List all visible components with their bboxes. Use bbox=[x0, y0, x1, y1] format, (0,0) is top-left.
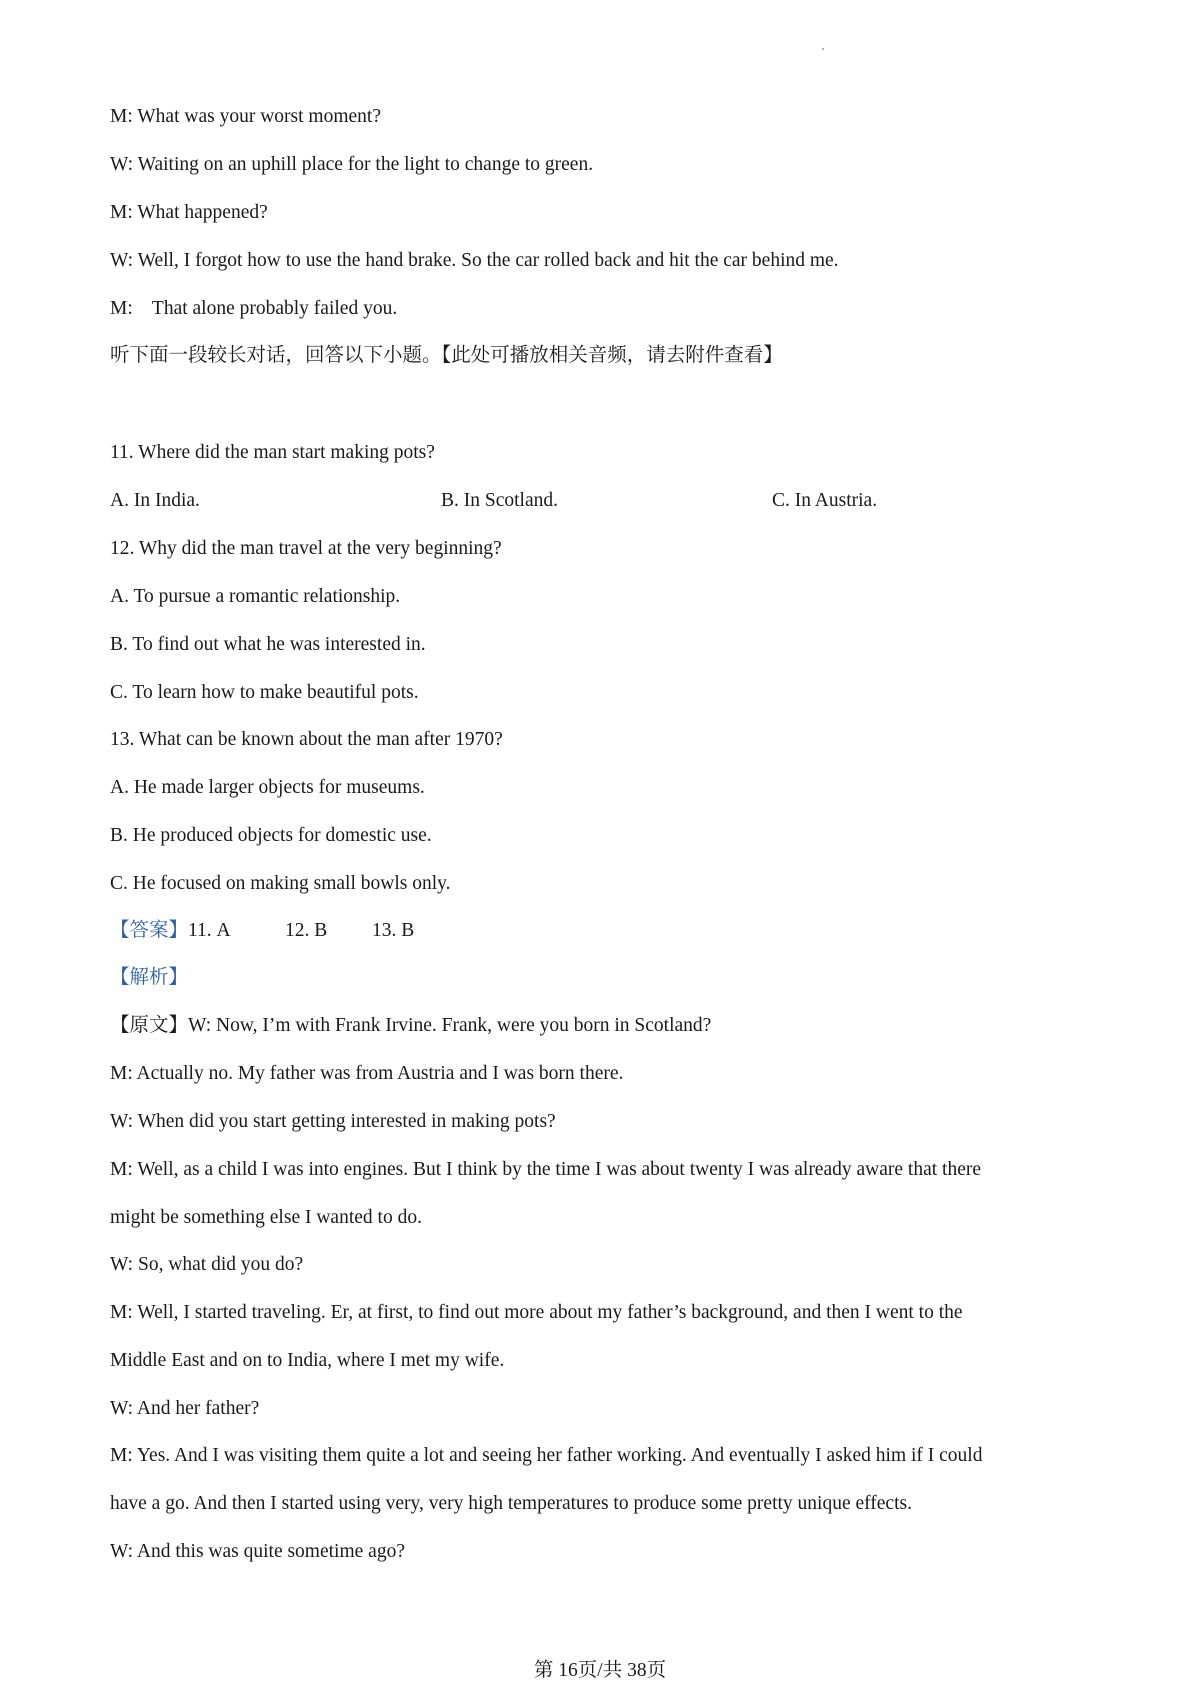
option-b: B. He produced objects for domestic use. bbox=[110, 825, 432, 846]
transcript-line: W: So, what did you do? bbox=[110, 1254, 304, 1275]
dialogue-line: M: What happened? bbox=[110, 202, 268, 223]
transcript-line: Middle East and on to India, where I met my wife. bbox=[110, 1350, 505, 1371]
question-12-stem: 12. Why did the man travel at the very beginning? bbox=[110, 538, 502, 559]
option-c: C. He focused on making small bowls only. bbox=[110, 873, 451, 894]
option-c: C. In Austria. bbox=[772, 490, 878, 511]
transcript-line: have a go. And then I started using very, very high temperatures to produce some pretty unique effects. bbox=[110, 1493, 912, 1514]
answer-row bbox=[110, 918, 1080, 944]
transcript-line: W: And this was quite sometime ago? bbox=[110, 1541, 405, 1562]
transcript-line: M: Yes. And I was visiting them quite a lot and seeing her father working. And eventually I asked him if I could bbox=[110, 1445, 983, 1466]
answer-11: 11. A bbox=[188, 920, 231, 941]
option-c: C. To learn how to make beautiful pots. bbox=[110, 682, 419, 703]
transcript-line: M: Well, as a child I was into engines. But I think by the time I was about twenty I was already aware that there bbox=[110, 1159, 981, 1180]
dialogue-line: M: What was your worst moment? bbox=[110, 106, 381, 127]
page-number-footer: 第 16页/共 38页 bbox=[533, 1660, 667, 1681]
transcript-line: W: And her father? bbox=[110, 1398, 260, 1419]
option-b: B. In Scotland. bbox=[441, 490, 558, 511]
answer-12: 12. B bbox=[285, 920, 328, 941]
answer-13: 13. B bbox=[372, 920, 415, 941]
question-13-stem: 13. What can be known about the man after 1970? bbox=[110, 729, 503, 750]
transcript-line: W: When did you start getting interested in making pots? bbox=[110, 1111, 556, 1132]
original-label: 【原文】 bbox=[110, 1015, 189, 1036]
option-a: A. He made larger objects for museums. bbox=[110, 777, 425, 798]
option-a: A. In India. bbox=[110, 490, 200, 511]
dialogue-line: W: Well, I forgot how to use the hand brake. So the car rolled back and hit the car behind me. bbox=[110, 250, 839, 271]
transcript-first-line: 【原文】W: Now, I’m with Frank Irvine. Frank, were you born in Scotland? bbox=[110, 1015, 712, 1036]
option-a: A. To pursue a romantic relationship. bbox=[110, 586, 401, 607]
listening-instruction: 听下面一段较长对话，回答以下小题。【此处可播放相关音频，请去附件查看】 bbox=[110, 345, 783, 366]
dialogue-line: M: That alone probably failed you. bbox=[110, 298, 398, 319]
analysis-label: 【解析】 bbox=[110, 967, 189, 988]
scan-speck bbox=[822, 48, 824, 50]
transcript-line: M: Actually no. My father was from Austria and I was born there. bbox=[110, 1063, 624, 1084]
answer-label: 【答案】 bbox=[110, 920, 189, 941]
dialogue-line: W: Waiting on an uphill place for the light to change to green. bbox=[110, 154, 594, 175]
question-11-stem: 11. Where did the man start making pots? bbox=[110, 442, 435, 463]
transcript-line: M: Well, I started traveling. Er, at first, to find out more about my father’s background, and then I went to the bbox=[110, 1302, 963, 1323]
transcript-line: might be something else I wanted to do. bbox=[110, 1207, 422, 1228]
option-b: B. To find out what he was interested in. bbox=[110, 634, 426, 655]
